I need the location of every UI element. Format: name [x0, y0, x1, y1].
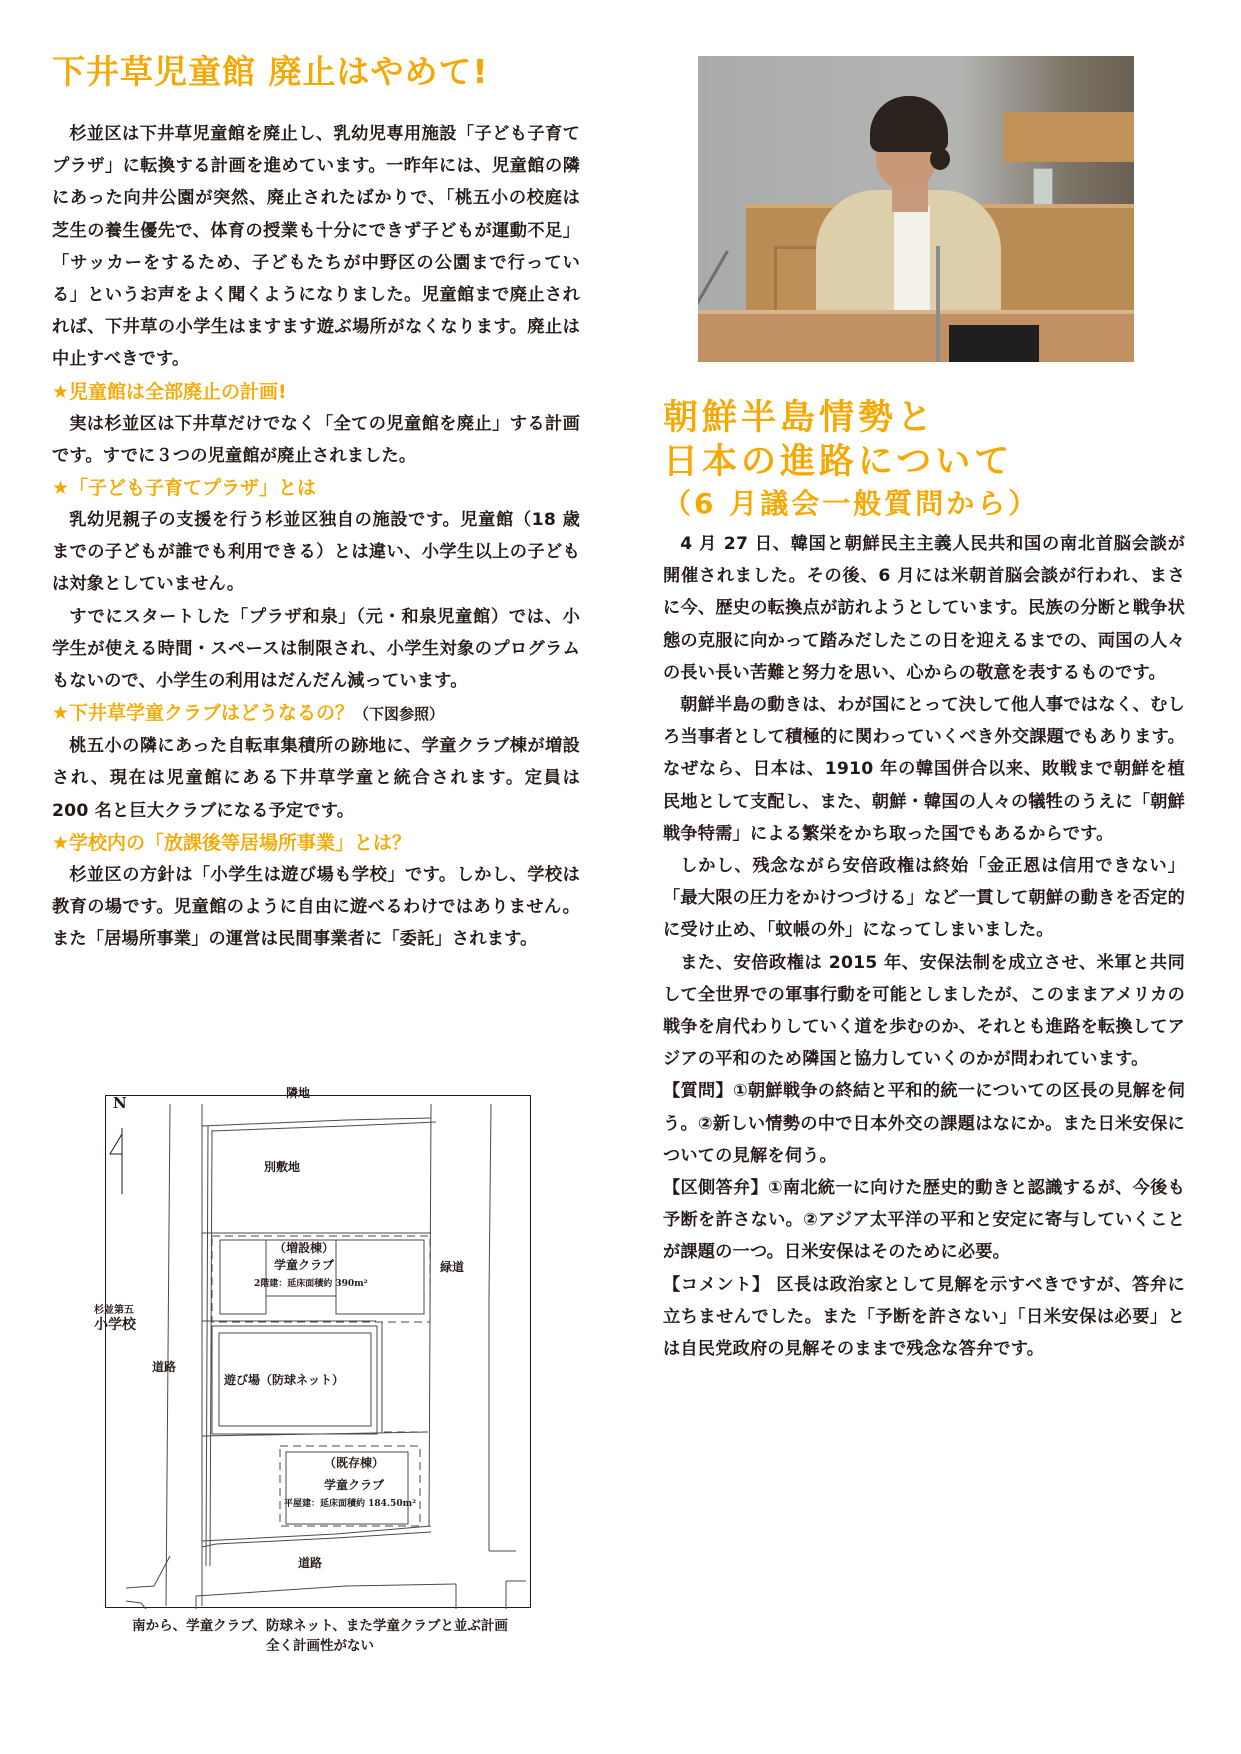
- right-column: [663, 396, 1185, 1365]
- section-heading: ★児童館は全部廃止の計画!: [52, 380, 287, 403]
- north-arrow-icon: N: [113, 1094, 127, 1112]
- label-separate-site: 別敷地: [264, 1160, 301, 1174]
- article-paragraph: また、安倍政権は 2015 年、安保法制を成立させ、米軍と共同して全世界での軍事行動を可能としましたが、このままアメリカの戦争を肩代わりしていく道を歩むのか、それとも進路を転換してアジアの平和のため隣国と協力していくのかが問われています。: [663, 952, 1185, 1070]
- article-paragraph: 朝鮮半島の動きは、わが国にとって決して他人事ではなく、むしろ当事者として積極的に関わっていくべき外交課題でもあります。なぜなら、日本は、1910 年の韓国併合以来、敗戦まで朝鮮を植民地として支配し、また、朝鮮・韓国の人々の犠牲のうえに「朝鮮戦争特需」による繁栄をかち取った国でもあるからです。: [663, 695, 1185, 844]
- comment-block: 【コメント】 区長は政治家として見解を示すべきですが、答弁に立ちませんでした。また「予断を許さない」「日米安保は必要」とは自民党政府の見解そのままで残念な答弁です。: [663, 1274, 1185, 1360]
- site-plan-lines: [106, 1096, 532, 1609]
- label-existing-building-name: 学童クラブ: [324, 1478, 385, 1492]
- label-school-line2: 小学校: [94, 1317, 136, 1333]
- council-speaker-photo: [698, 56, 1134, 362]
- site-plan-map: [94, 1086, 531, 1608]
- article-title-jidokan: 下井草児童館 廃止はやめて!: [52, 52, 489, 91]
- label-road-bottom: 道路: [298, 1556, 323, 1570]
- intro-paragraph: 杉並区は下井草児童館を廃止し、乳幼児専用施設「子ども子育てプラザ」に転換する計画を進めています。一昨年には、児童館の隣にあった向井公園が突然、廃止されたばかりで、「桃五小の校庭は芝生の養生優先で、体育の授業も十分にできず子どもが運動不足」「サッカーをするため、子どもたちが中野区の公園まで行っている」というお声をよく聞くようになりました。児童館まで廃止されれば、下井草の小学生はますます遊ぶ場所がなくなります。廃止は中止すべきです。: [52, 124, 580, 370]
- label-playground: 遊び場（防球ネット）: [224, 1373, 345, 1387]
- article-paragraph: 4 月 27 日、韓国と朝鮮民主主義人民共和国の南北首脳会談が開催されました。その後、6 月には米朝首脳会談が行われ、まさに今、歴史の転換点が訪れようとしています。民族の分断と戦争状態の克服に向かって踏みだしたこの日を迎えるまでの、両国の人々の長い長い苦難と努力を思い、心からの敬意を表するものです。: [663, 534, 1185, 683]
- question-block: 【質問】①朝鮮戦争の終結と平和的統一についての区長の見解を伺う。②新しい情勢の中で日本外交の課題はなにか。また日米安保についての見解を伺う。: [663, 1081, 1185, 1166]
- section-paragraph: 桃五小の隣にあった自転車集積所の跡地に、学童クラブ棟が増設され、現在は児童館にある下井草学童と統合されます。定員は 200 名と巨大クラブになる予定です。: [52, 736, 580, 821]
- label-new-building-title: （増設棟）: [274, 1241, 335, 1255]
- left-column: [52, 48, 580, 955]
- label-greenway: 緑道: [440, 1260, 465, 1274]
- label-road-left: 道路: [152, 1360, 177, 1374]
- article-subtitle: （6 月議会一般質問から）: [663, 487, 1040, 520]
- section-heading-note: （下図参照）: [354, 705, 445, 724]
- article-title-korea-line2: 日本の進路について: [663, 442, 1014, 482]
- answer-block: 【区側答弁】①南北統一に向けた歴史的動きと認識するが、今後も予断を許さない。②アジア太平洋の平和と安定に寄与していくことが課題の一つ。日米安保はそのために必要。: [663, 1178, 1185, 1263]
- label-new-building-area: 2階建：延床面積約 390m²: [254, 1279, 368, 1289]
- section-heading: ★「子ども子育てプラザ」とは: [52, 477, 317, 500]
- map-caption-line1: 南から、学童クラブ、防球ネット、また学童クラブと並ぶ計画: [132, 1618, 508, 1634]
- section-paragraph: 杉並区の方針は「小学生は遊び場も学校」です。しかし、学校は教育の場です。児童館のように自由に遊べるわけではありません。また「居場所事業」の運営は民間事業者に「委託」されます。: [52, 864, 580, 950]
- article-title-korea-line1: 朝鮮半島情勢と: [663, 398, 937, 438]
- label-existing-building-title: （既存棟）: [324, 1456, 385, 1470]
- section-heading-text: ★下井草学童クラブはどうなるの？: [52, 702, 355, 725]
- label-new-building-name: 学童クラブ: [274, 1258, 335, 1272]
- section-paragraph: 乳幼児親子の支援を行う杉並区独自の施設です。児童館（18 歳までの子どもが誰でも利用できる）とは違い、小学生以上の子どもは対象としていません。: [52, 510, 580, 595]
- section-paragraph: すでにスタートした「プラザ和泉」（元・和泉児童館）では、小学生が使える時間・スペースは制限され、小学生対象のプログラムもないので、小学生の利用はだんだん減っています。: [52, 606, 580, 692]
- section-heading: [52, 697, 580, 730]
- label-neighbor-land: 隣地: [286, 1086, 311, 1100]
- map-caption: [70, 1616, 570, 1656]
- label-school-line1: 杉並第五: [94, 1305, 134, 1316]
- section-paragraph: 実は杉並区は下井草だけでなく「全ての児童館を廃止」する計画です。すでに３つの児童館が廃止されました。: [52, 413, 580, 466]
- article-paragraph: しかし、残念ながら安倍政権は終始「金正恩は信用できない」「最大限の圧力をかけつづける」など一貫して朝鮮の動きを否定的に受け止め、「蚊帳の外」になってしまいました。: [663, 856, 1185, 941]
- map-caption-line2: 全く計画性がない: [266, 1638, 374, 1654]
- label-existing-building-area: 平屋建：延床面積約 184.50m²: [284, 1499, 417, 1509]
- section-heading: ★学校内の「放課後等居場所事業」とは？: [52, 831, 412, 854]
